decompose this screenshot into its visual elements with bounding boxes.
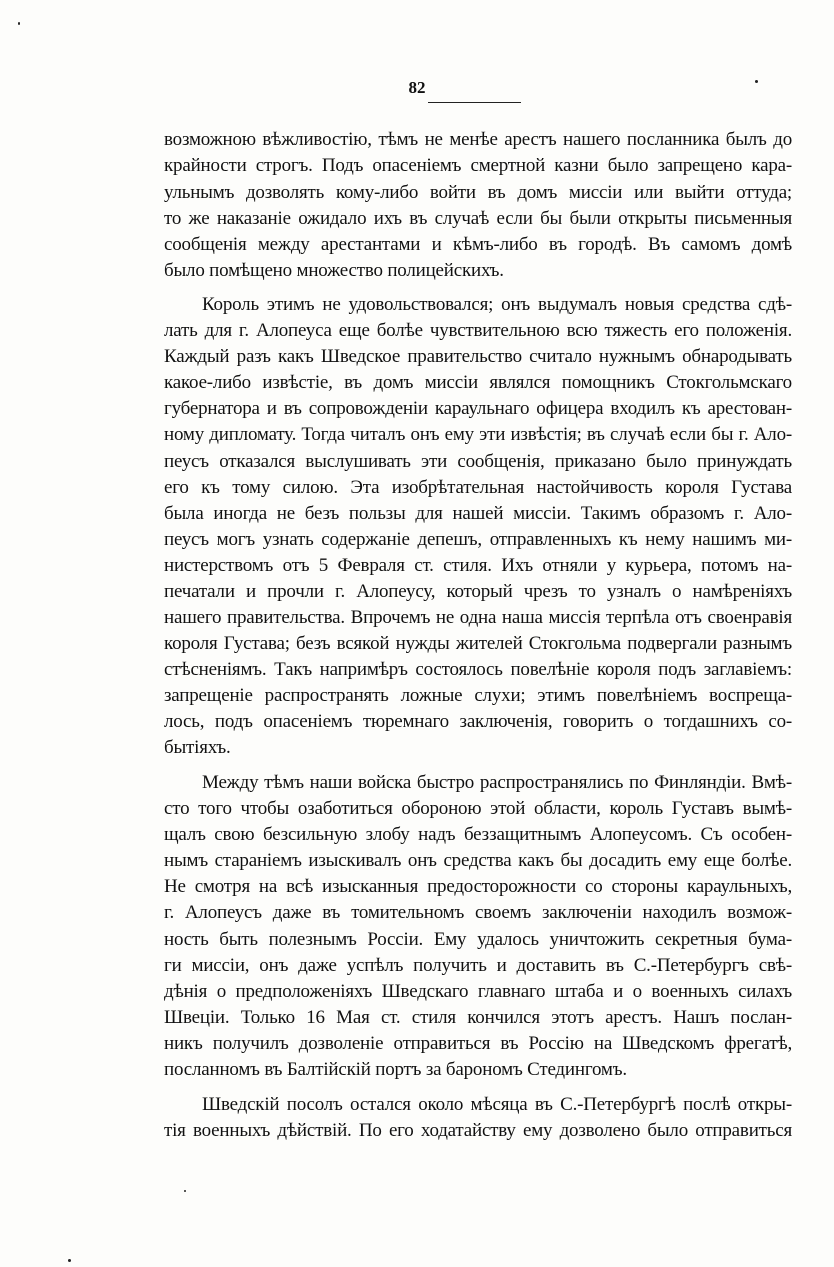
text-line: лать для г. Алопеуса еще болѣе чувствительною всю тяжесть его положенія. [164, 320, 792, 341]
text-line: Не смотря на всѣ изысканныя предосторожности со стороны караульныхъ, [164, 876, 792, 897]
text-line: щалъ свою безсильную злобу надъ беззащитнымъ Алопеусомъ. Съ особен- [164, 824, 792, 845]
text-line: нымъ стараніемъ изыскивалъ онъ средства какъ бы досадить ему еще болѣе. [164, 850, 792, 871]
print-speck [68, 1259, 71, 1262]
page-number-rule [428, 102, 521, 103]
text-line: лось, подъ опасеніемъ тюремнаго заключенія, говорить о тогдашнихъ со- [164, 711, 792, 732]
text-line: Каждый разъ какъ Шведское правительство считало нужнымъ обнародывать [164, 346, 792, 367]
print-speck [184, 1190, 186, 1192]
text-line: стѣсненіямъ. Такъ напримѣръ состоялось повелѣніе короля подъ заглавіемъ: [164, 659, 792, 680]
text-line: посланномъ въ Балтійскій портъ за барономъ Стедингомъ. [164, 1059, 627, 1080]
text-line: была иногда не безъ пользы для нашей миссіи. Такимъ образомъ г. Ало- [164, 503, 792, 524]
text-line: ульнымъ дозволять кому-либо войти въ домъ миссіи или выйти оттуда; [164, 182, 792, 203]
text-line: нашего правительства. Впрочемъ не одна наша миссія терпѣла отъ своенравія [164, 607, 792, 628]
text-line: Король этимъ не удовольствовался; онъ выдумалъ новыя средства сдѣ- [202, 294, 792, 315]
print-speck [18, 22, 20, 25]
text-line: возможною вѣжливостію, тѣмъ не менѣе арестъ нашего посланника былъ до [164, 129, 792, 150]
text-line: его къ тому силою. Эта изобрѣтательная настойчивость короля Густава [164, 477, 792, 498]
text-line: запрещеніе распространять ложные слухи; этимъ повелѣніемъ воспреща- [164, 685, 792, 706]
page-number: 82 [408, 78, 426, 97]
text-line: короля Густава; безъ всякой нужды жителей Стокгольма подвергали разнымъ [164, 633, 792, 654]
text-line: Между тѣмъ наши войска быстро распространялись по Финляндіи. Вмѣ- [202, 772, 792, 793]
text-line: сообщенія между арестантами и кѣмъ-либо въ городѣ. Въ самомъ домѣ [164, 234, 792, 255]
text-line: бытіяхъ. [164, 737, 231, 758]
text-line: никъ получилъ дозволеніе отправиться въ Россію на Шведскомъ фрегатѣ, [164, 1033, 792, 1054]
print-speck [755, 80, 758, 83]
text-line: г. Алопеусъ даже въ томительномъ своемъ заключеніи находилъ возмож- [164, 902, 792, 923]
text-line: печатали и прочли г. Алопеусу, который чрезъ то узналъ о намѣреніяхъ [164, 581, 792, 602]
text-line: пеусъ могъ узнать содержаніе депешъ, отправленныхъ къ нему нашимъ ми- [164, 529, 792, 550]
text-line: дѣнія о предположеніяхъ Шведскаго главнаго штаба и о военныхъ силахъ [164, 981, 792, 1002]
text-line: какое-либо извѣстіе, въ домъ миссіи являлся помощникъ Стокгольмскаго [164, 372, 792, 393]
text-line: сто того чтобы озаботиться обороною этой области, король Густавъ вымѣ- [164, 798, 792, 819]
text-line: нистерствомъ отъ 5 Февраля ст. стиля. Ихъ отняли у курьера, потомъ на- [164, 555, 792, 576]
text-line: ги миссіи, онъ даже успѣлъ получить и доставить въ С.-Петербургъ свѣ- [164, 955, 792, 976]
text-line: ному дипломату. Тогда читалъ онъ ему эти извѣстія; въ случаѣ если бы г. Ало- [164, 424, 792, 445]
text-line: ность быть полезнымъ Россіи. Ему удалось уничтожить секретныя бума- [164, 929, 792, 950]
text-line: крайности строгъ. Подъ опасеніемъ смертной казни было запрещено кара- [164, 155, 792, 176]
text-line: губернатора и въ сопровожденіи караульнаго офицера входилъ къ арестован- [164, 398, 792, 419]
text-line: пеусъ отказался выслушивать эти сообщенія, приказано было принуждать [164, 451, 792, 472]
text-line: тія военныхъ дѣйствій. По его ходатайству ему дозволено было отправиться [164, 1120, 792, 1141]
text-line: то же наказаніе ожидало ихъ въ случаѣ если бы были открыты письменныя [164, 208, 792, 229]
text-line: Шведскій посолъ остался около мѣсяца въ С.-Петербургѣ послѣ откры- [202, 1094, 792, 1115]
text-line: было помѣщено множество полицейскихъ. [164, 260, 504, 281]
text-line: Швеціи. Только 16 Мая ст. стиля кончился этотъ арестъ. Нашъ послан- [164, 1007, 792, 1028]
